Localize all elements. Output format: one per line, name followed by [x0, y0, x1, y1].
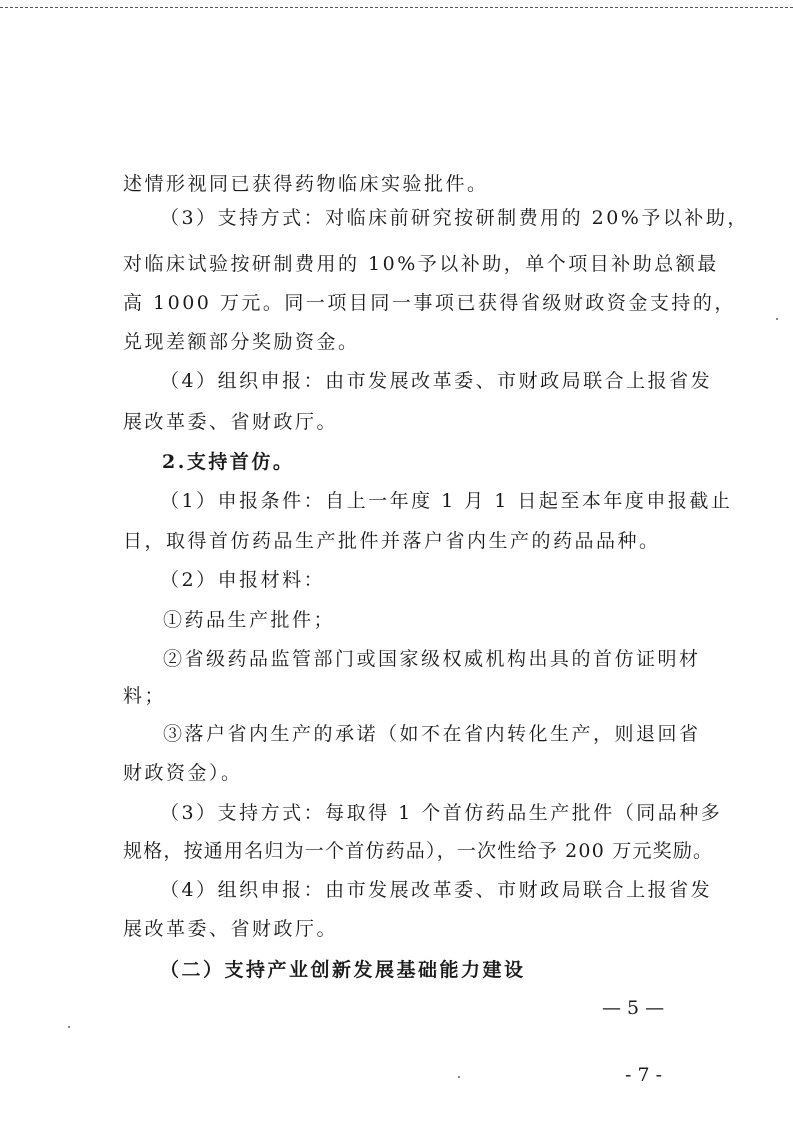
paragraph-line: 规格，按通用名归为一个首仿药品），一次性给予 200 万元奖励。: [123, 840, 714, 862]
paragraph-line: （2）申报材料：: [160, 569, 326, 591]
section-heading: （二）支持产业创新发展基础能力建设: [160, 959, 526, 981]
paragraph-line: 展改革委、省财政厅。: [123, 411, 339, 433]
paragraph-line: ②省级药品监管部门或国家级权威机构出具的首仿证明材: [163, 648, 701, 670]
paragraph-line: （3）支持方式：每取得 1 个首仿药品生产批件（同品种多: [160, 802, 723, 824]
paragraph-line: 料；: [123, 685, 167, 707]
paragraph-line: （4）组织申报：由市发展改革委、市财政局联合上报省发: [160, 370, 713, 392]
page-number-outer: - 7 -: [625, 1064, 663, 1086]
paragraph-line: （1）申报条件：自上一年度 1 月 1 日起至本年度申报截止: [160, 490, 733, 512]
page-number-inner: — 5 —: [602, 997, 665, 1019]
paragraph-line: 日，取得首仿药品生产批件并落户省内生产的药品品种。: [123, 530, 661, 552]
paragraph-line: 展改革委、省财政厅。: [123, 918, 339, 940]
paragraph-line: （4）组织申报：由市发展改革委、市财政局联合上报省发: [160, 879, 713, 901]
paragraph-line: 财政资金）。: [123, 762, 243, 784]
paragraph-line: ①药品生产批件；: [163, 609, 336, 631]
paragraph-line: 述情形视同已获得药物临床实验批件。: [123, 173, 489, 195]
paragraph-line: 高 1000 万元。同一项目同一事项已获得省级财政资金支持的，: [123, 292, 736, 314]
header-rule: [0, 7, 793, 8]
paragraph-line: ③落户省内生产的承诺（如不在省内转化生产，则退回省: [163, 723, 701, 745]
scan-speck: [68, 1026, 70, 1028]
paragraph-line: （3）支持方式：对临床前研究按研制费用的 20%予以补助，: [160, 207, 749, 229]
section-heading: 2.支持首仿。: [162, 451, 295, 473]
scan-speck: [458, 1076, 460, 1078]
scan-speck: [776, 318, 778, 320]
paragraph-line: 兑现差额部分奖励资金。: [123, 331, 360, 353]
paragraph-line: 对临床试验按研制费用的 10%予以补助，单个项目补助总额最: [123, 253, 719, 275]
